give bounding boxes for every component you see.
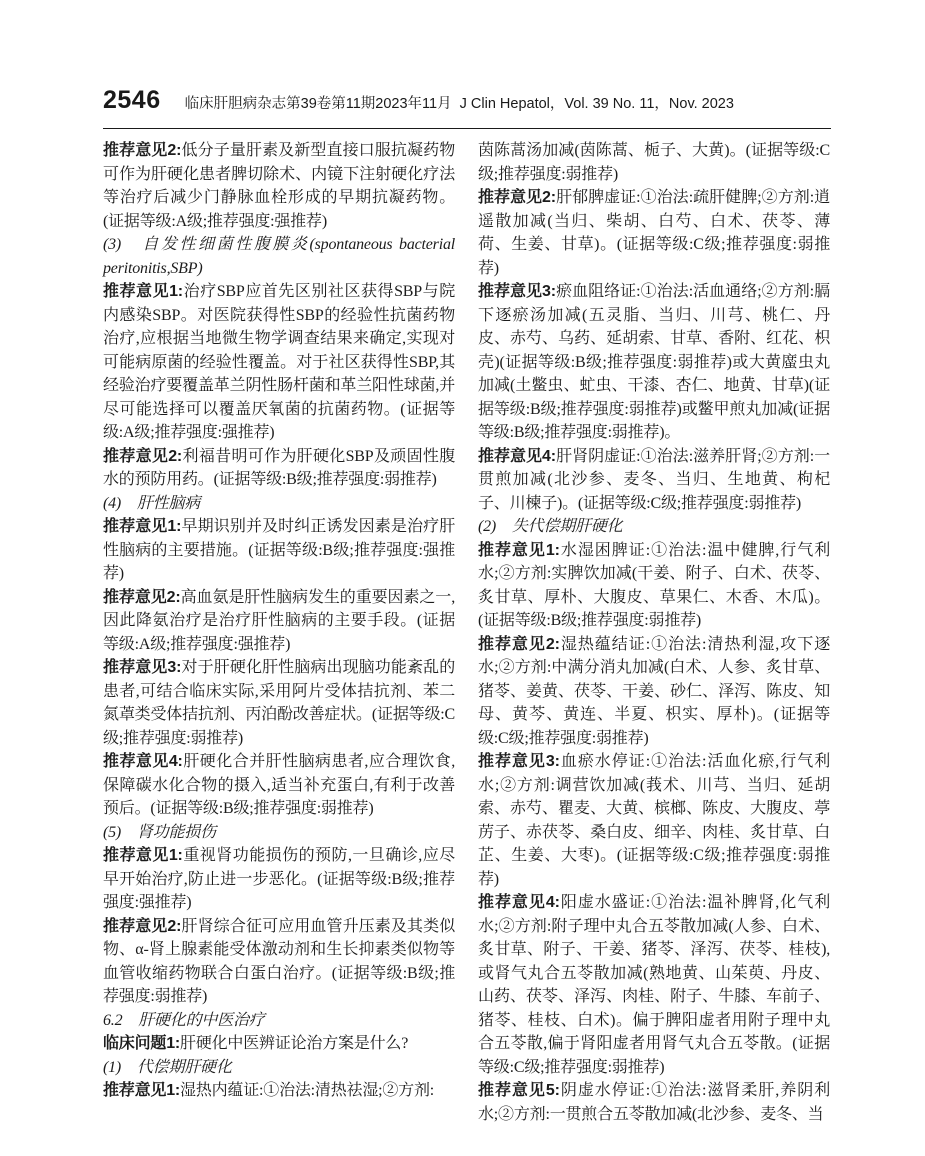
recommendation-lead: 推荐意见4: bbox=[478, 894, 560, 911]
recommendation-text: 瘀血阻络证:①治法:活血通络;②方剂:膈下逐瘀汤加减(五灵脂、当归、川芎、桃仁、丹皮、赤芍、乌药、延胡索、甘草、香附、红花、枳壳)(证据等级:B级;推荐强度:弱推荐)或大黄䗪虫丸加减(土鳖虫、虻虫、干漆、杏仁、地黄、甘草)(证据等级:B级;推荐强度:弱推荐)或鳖甲煎丸加减(证据等级:B级;推荐强度:弱推荐)。 bbox=[478, 283, 830, 441]
recommendation-paragraph bbox=[478, 280, 830, 445]
recommendation-lead: 推荐意见2: bbox=[478, 189, 556, 206]
recommendation-paragraph bbox=[478, 539, 830, 633]
recommendation-paragraph bbox=[103, 656, 455, 750]
journal-title-cn: 临床肝胆病杂志第39卷第11期2023年11月 bbox=[184, 96, 452, 112]
recommendation-lead: 推荐意见3: bbox=[478, 753, 560, 770]
recommendation-text: 湿热蕴结证:①治法:清热利湿,攻下逐水;②方剂:中满分消丸加减(白术、人参、炙甘草、猪苓、姜黄、茯苓、干姜、砂仁、泽泻、陈皮、知母、黄芩、黄连、半夏、枳实、厚朴)。(证据等级:C级;推荐强度:弱推荐) bbox=[478, 635, 830, 747]
recommendation-text: 阳虚水盛证:①治法:温补脾肾,化气利水;②方剂:附子理中丸合五苓散加减(人参、白术、炙甘草、附子、干姜、猪苓、泽泻、茯苓、桂枝),或肾气丸合五苓散加减(熟地黄、山茱萸、丹皮、山药、茯苓、泽泻、肉桂、附子、牛膝、车前子、猪苓、桂枝、白术)。偏于脾阳虚者用附子理中丸合五苓散,偏于肾阳虚者用肾气丸合五苓散。(证据等级:C级;推荐强度:弱推荐) bbox=[478, 894, 830, 1076]
recommendation-text: 血瘀水停证:①治法:活血化瘀,行气利水;②方剂:调营饮加减(莪术、川芎、当归、延胡索、赤芍、瞿麦、大黄、槟榔、陈皮、大腹皮、葶苈子、赤茯苓、桑白皮、细辛、肉桂、炙甘草、白芷、生姜、大枣)。(证据等级:C级;推荐强度:弱推荐) bbox=[478, 753, 830, 888]
recommendation-lead: 推荐意见2: bbox=[478, 635, 560, 653]
recommendation-paragraph bbox=[478, 891, 830, 1079]
page-header bbox=[103, 86, 831, 129]
clinical-question-lead: 临床问题1: bbox=[103, 1035, 181, 1052]
recommendation-lead: 推荐意见2: bbox=[103, 588, 181, 606]
recommendation-lead: 推荐意见1: bbox=[103, 847, 183, 864]
recommendation-text: 肝肾阴虚证:①治法:滋养肝肾;②方剂:一贯煎加减(北沙参、麦冬、当归、生地黄、枸杞子、川楝子)。(证据等级:C级;推荐强度:弱推荐) bbox=[478, 447, 830, 512]
clinical-question bbox=[103, 1032, 455, 1056]
recommendation-paragraph bbox=[103, 515, 455, 586]
recommendation-paragraph bbox=[103, 1079, 455, 1103]
recommendation-lead: 推荐意见3: bbox=[103, 659, 182, 676]
two-column-body bbox=[103, 139, 831, 1126]
recommendation-lead: 推荐意见3: bbox=[478, 283, 556, 300]
recommendation-text: 茵陈蒿汤加减(茵陈蒿、栀子、大黄)。(证据等级:C级;推荐强度:弱推荐) bbox=[478, 142, 830, 183]
recommendation-text: 对于肝硬化肝性脑病出现脑功能紊乱的患者,可结合临床实际,采用阿片受体拮抗剂、苯二氮䓬类受体拮抗剂、丙泊酚改善症状。(证据等级:C级;推荐强度:弱推荐) bbox=[103, 659, 455, 747]
recommendation-paragraph bbox=[103, 139, 455, 233]
recommendation-text: 水湿困脾证:①治法:温中健脾,行气利水;②方剂:实脾饮加减(干姜、附子、白术、茯苓、炙甘草、厚朴、大腹皮、草果仁、木香、木瓜)。(证据等级:B级;推荐强度:弱推荐) bbox=[478, 541, 830, 629]
recommendation-paragraph bbox=[478, 445, 830, 516]
recommendation-text: 低分子量肝素及新型直接口服抗凝药物可作为肝硬化患者脾切除术、内镜下注射硬化疗法等治疗后减少门静脉血栓形成的早期抗凝药物。(证据等级:A级;推荐强度:强推荐) bbox=[103, 142, 455, 230]
subsection-heading: (5) 肾功能损伤 bbox=[103, 823, 216, 841]
column-left bbox=[103, 139, 455, 1126]
recommendation-lead: 推荐意见2: bbox=[103, 142, 182, 159]
recommendation-text: 治疗SBP应首先区别社区获得SBP与院内感染SBP。对医院获得性SBP的经验性抗菌药物治疗,应根据当地微生物学调查结果来确定,实现对可能病原菌的经验性覆盖。对于社区获得性SBP,其经验治疗要覆盖革兰阴性肠杆菌和革兰阳性球菌,并尽可能选择可以覆盖厌氧菌的抗菌药物。(证据等级:A级;推荐强度:强推荐) bbox=[103, 283, 456, 441]
recommendation-lead: 推荐意见1: bbox=[478, 541, 560, 559]
recommendation-lead: 推荐意见1: bbox=[103, 1082, 181, 1099]
recommendation-lead: 推荐意见5: bbox=[478, 1082, 560, 1099]
recommendation-paragraph bbox=[478, 750, 830, 891]
continuation-paragraph bbox=[478, 139, 830, 186]
recommendation-lead: 推荐意见1: bbox=[103, 283, 183, 300]
recommendation-text: 高血氨是肝性脑病发生的重要因素之一,因此降氨治疗是治疗肝性脑病的主要手段。(证据等级:A级;推荐强度:强推荐) bbox=[103, 588, 455, 653]
recommendation-lead: 推荐意见1: bbox=[103, 518, 182, 535]
recommendation-text: 阴虚水停证:①治法:滋肾柔肝,养阴利水;②方剂:一贯煎合五苓散加减(北沙参、麦冬、当 bbox=[478, 1082, 830, 1123]
recommendation-lead: 推荐意见4: bbox=[478, 447, 556, 465]
recommendation-paragraph bbox=[478, 1079, 830, 1126]
recommendation-paragraph bbox=[103, 844, 455, 915]
recommendation-paragraph bbox=[103, 586, 455, 657]
recommendation-text: 肝硬化合并肝性脑病患者,应合理饮食,保障碳水化合物的摄入,适当补充蛋白,有利于改善预后。(证据等级:B级;推荐强度:弱推荐) bbox=[103, 753, 456, 817]
subsection-heading: (2) 失代偿期肝硬化 bbox=[478, 518, 623, 535]
recommendation-paragraph bbox=[103, 750, 455, 821]
recommendation-text: 肝郁脾虚证:①治法:疏肝健脾;②方剂:逍遥散加减(当归、柴胡、白芍、白术、茯苓、薄荷、生姜、甘草)。(证据等级:C级;推荐强度:弱推荐) bbox=[478, 189, 830, 277]
recommendation-text: 利福昔明可作为肝硬化SBP及顽固性腹水的预防用药。(证据等级:B级;推荐强度:弱推荐) bbox=[103, 447, 455, 488]
subsection-heading: (3) 自发性细菌性腹膜炎(spontaneous bacterial peritonitis,SBP) bbox=[103, 236, 455, 277]
recommendation-lead: 推荐意见4: bbox=[103, 753, 183, 770]
recommendation-text: 早期识别并及时纠正诱发因素是治疗肝性脑病的主要措施。(证据等级:B级;推荐强度:强推荐) bbox=[103, 518, 455, 582]
recommendation-lead: 推荐意见2: bbox=[103, 447, 183, 465]
recommendation-lead: 推荐意见2: bbox=[103, 917, 182, 935]
recommendation-text: 湿热内蕴证:①治法:清热祛湿;②方剂: bbox=[180, 1082, 435, 1099]
subsection-heading: (1) 代偿期肝硬化 bbox=[103, 1058, 232, 1076]
recommendation-paragraph bbox=[103, 280, 455, 445]
recommendation-text: 重视肾功能损伤的预防,一旦确诊,应尽早开始治疗,防止进一步恶化。(证据等级:B级;推荐强度:强推荐) bbox=[103, 847, 456, 911]
journal-title-en: J Clin Hepatol，Vol. 39 No. 11，Nov. 2023 bbox=[459, 96, 734, 112]
subsection-heading: (4) 肝性脑病 bbox=[103, 494, 201, 512]
recommendation-paragraph bbox=[103, 445, 455, 492]
recommendation-paragraph bbox=[478, 186, 830, 280]
section-heading: 6.2 肝硬化的中医治疗 bbox=[103, 1011, 265, 1029]
journal-title bbox=[185, 92, 734, 113]
clinical-question-text: 肝硬化中医辨证论治方案是什么? bbox=[180, 1035, 409, 1052]
page-number: 2546 bbox=[103, 86, 161, 114]
column-right bbox=[478, 139, 830, 1126]
recommendation-paragraph bbox=[478, 633, 830, 751]
recommendation-text: 肝肾综合征可应用血管升压素及其类似物、α-肾上腺素能受体激动剂和生长抑素类似物等血管收缩药物联合白蛋白治疗。(证据等级:B级;推荐强度:弱推荐) bbox=[103, 917, 455, 1005]
recommendation-paragraph bbox=[103, 915, 455, 1009]
